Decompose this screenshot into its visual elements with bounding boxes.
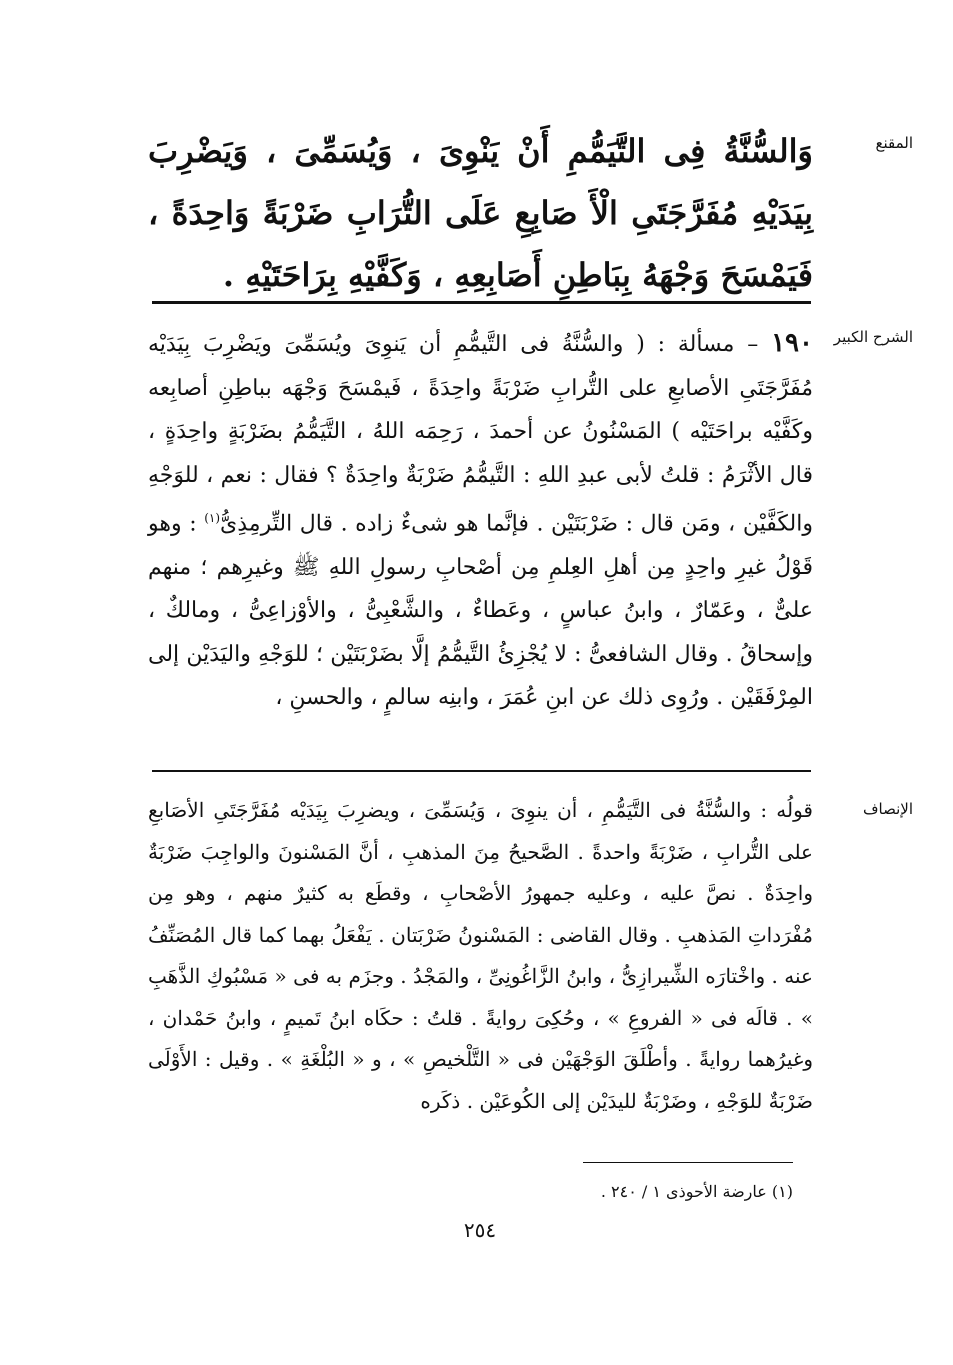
label-sharh: الشرح الكبير xyxy=(833,328,913,346)
sharh-text-part-2: : وهو قَوْلُ غيرِ واحِدٍ مِن أهلِ العِلمِ مِن أصْحابِ رسولِ اللهِ ﷺ وغيرِهم ؛ منهم علىٌّ ، وعَمّارٌ ، وابنُ عباسٍ ، وعَطاءٌ ، والشَّعْبِىُّ ، والأوْزاعِىُّ ، ومالكٌ ، وإسحاقُ . وقال الشافعىُّ : لا يُجْزِئُ التَّيمُّمُ إلَّا بضَرْبَتَيْن ؛ للوَجْهِ واليَدَيْن إلى المِرْفَقَيْن . ورُوِى ذلك عن ابنِ عُمَرَ ، وابنِه سالمٍ ، والحسنِ ، xyxy=(148,511,813,711)
footnote-divider xyxy=(583,1162,793,1163)
section-divider-2 xyxy=(152,770,811,772)
muqni-paragraph: وَالسُّنَّةُ فِى التَّيَمُّمِ أَنْ يَنْوِىَ ، وَيُسَمِّىَ ، وَيَضْرِبَ بِيَدَيْهِ مُفَرَّجَتَىِ الْأَ صَابِعِ عَلَى التُّرَابِ ضَرْبَةً وَاحِدَةً ، فَيَمْسَحَ وَجْهَهُ بِبَاطِنِ أَصَابِعِهِ ، وَكَفَّيْهِ بِرَاحَتَيْهِ . xyxy=(148,132,813,294)
insaf-paragraph: قولُه : والسُّنَّةُ فى التَّيَمُّمِ ، أن ينوِىَ ، وَيُسَمِّىَ ، ويضرِبَ بِيَدَيْه مُفَرَّجَتَىِ الأصَابعِ على التُّرابِ ، ضَرْبَةً واحدةً . الصَّحيحُ مِنَ المذهبِ ، أنَّ المَسْنونَ والواجِبَ ضَرْبَةٌ واحِدَةٌ . نصَّ عليه ، وعليه جمهورُ الأصْحابِ ، وقطَع به كثيرٌ منهم ، وهو مِن مُفْرَداتِ المَذهبِ . وقال القاضى : المَسْنونُ ضَرْبَتان . يَفْعَلُ بهما كما قال المُصَنِّفُ عنه . واخْتارَه الشِّيرازِىُّ ، وابنُ الزَّاغُونِىِّ ، والمَجْدُ . وجزَم به فى « مَسْبُوكِ الذَّهَبِ » . قالَه فى « الفروعِ » ، وحُكِىَ روايةً . قلتُ : حكَاه ابنُ تَميمٍ ، وابنُ حَمْدان ، وغيرُهما روايةً . وأطْلَقَ الوَجْهَيْن فى « التَّلْخيصِ » ، و « البُلْغَةِ » . وقيل : الأَوْلَى ضَرْبَةٌ للوَجْهِ ، وضَرْبَةٌ لليدَيْن إلى الكُوعَيْن . ذكَره xyxy=(148,798,813,1113)
sharh-text-part-1: – مسألة : ( والسُّنَّةُ فى التَّيمُّمِ أن يَنوِىَ ويُسَمِّىَ ويَضْرِبَ بِيَدَيْه مُفَرَّجَتَىِ الأصابعِ على التُّرابِ ضَرْبَةً واحِدَةً ، فَيمْسَحَ وَجْهَه بباطِنِ أصابِعه وكَفَّيْه براحَتَيْه ) المَسْنُونُ عن أحمدَ ، رَحِمَه اللهُ ، التَّيَمُّمُ بضَرْبَةٍ واحِدَةٍ ، قال الأثْرَمُ : قلتُ لأبى عبدِ اللهِ : التَّيمُّمُ ضَرْبَةٌ واحِدَةٌ ؟ فقال : نعم ، للوَجْهِ والكَفَّيْن ، ومَن قال : ضَرْبَتَيْن . فإنَّما هو شىءٌ زاده . قال التِّرمِذِىُّ xyxy=(148,332,813,537)
muqni-text-block xyxy=(148,120,813,306)
page-number: ٢٥٤ xyxy=(463,1218,497,1242)
section-divider-1 xyxy=(152,301,811,304)
label-muqni: المقنع xyxy=(875,134,913,152)
label-insaf: الإنصاف xyxy=(862,800,913,818)
issue-number: ١٩٠ xyxy=(771,328,813,358)
sharh-text-block xyxy=(148,322,813,720)
footnote: (١) عارضة الأحوذى ١ / ٢٤٠ . xyxy=(600,1182,793,1201)
footnote-marker[interactable]: (١) xyxy=(204,511,221,525)
insaf-text-block xyxy=(148,790,813,1122)
sharh-paragraph xyxy=(148,322,813,720)
